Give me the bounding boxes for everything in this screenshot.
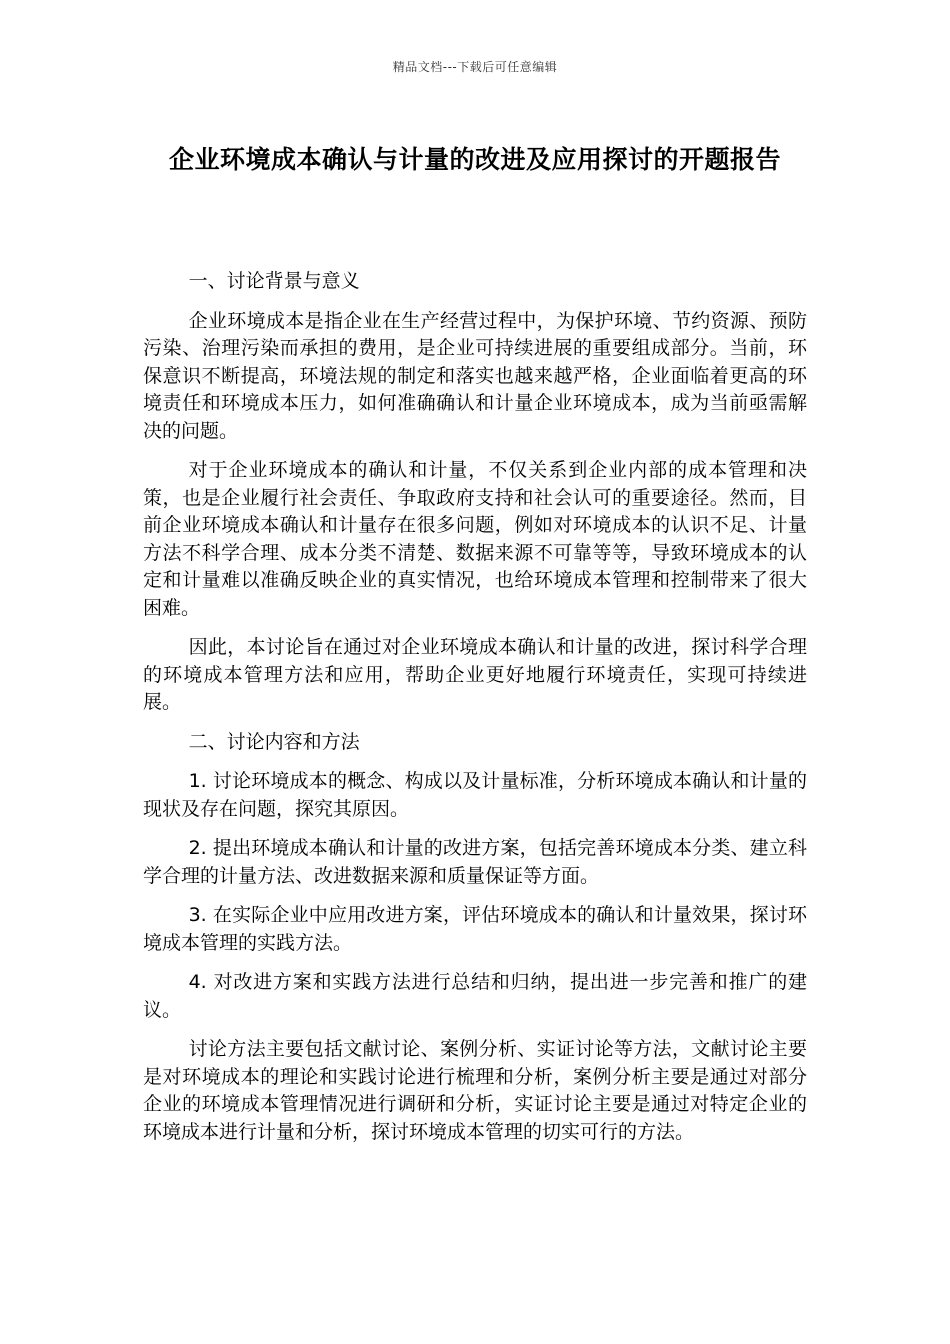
paragraph: 讨论方法主要包括文献讨论、案例分析、实证讨论等方法，文献讨论主要是对环境成本的理论和实践讨论进行梳理和分析，案例分析主要是通过对部分企业的环境成本管理情况进行调研和分析，实证讨论主要是通过对特定企业的环境成本进行计量和分析，探讨环境成本管理的切实可行的方法。 bbox=[143, 1038, 807, 1143]
section-heading-background: 一、讨论背景与意义 bbox=[188, 270, 360, 292]
document-title: 企业环境成本确认与计量的改进及应用探讨的开题报告 bbox=[168, 145, 781, 174]
paragraph: 企业环境成本是指企业在生产经营过程中，为保护环境、节约资源、预防污染、治理污染而承担的费用，是企业可持续进展的重要组成部分。当前，环保意识不断提高，环境法规的制定和落实也越来越严格，企业面临着更高的环境责任和环境成本压力，如何准确确认和计量企业环境成本，成为当前亟需解决的问题。 bbox=[143, 309, 807, 442]
list-item: 3. 在实际企业中应用改进方案，评估环境成本的确认和计量效果，探讨环境成本管理的实践方法。 bbox=[143, 904, 807, 954]
document-body bbox=[143, 268, 807, 1158]
list-item: 4. 对改进方案和实践方法进行总结和归纳，提出进一步完善和推广的建议。 bbox=[143, 971, 807, 1021]
header-note: 精品文档---下载后可任意编辑 bbox=[392, 60, 558, 74]
section-heading-content-methods: 二、讨论内容和方法 bbox=[188, 730, 360, 753]
paragraph: 对于企业环境成本的确认和计量，不仅关系到企业内部的成本管理和决策，也是企业履行社会责任、争取政府支持和社会认可的重要途径。然而，目前企业环境成本确认和计量存在很多问题，例如对环境成本的认识不足、计量方法不科学合理、成本分类不清楚、数据来源不可靠等等，导致环境成本的认定和计量难以准确反映企业的真实情况，也给环境成本管理和控制带来了很大困难。 bbox=[143, 459, 807, 619]
list-item: 2. 提出环境成本确认和计量的改进方案，包括完善环境成本分类、建立科学合理的计量方法、改进数据来源和质量保证等方面。 bbox=[143, 837, 807, 887]
list-item: 1. 讨论环境成本的概念、构成以及计量标准，分析环境成本确认和计量的现状及存在问题，探究其原因。 bbox=[143, 770, 807, 820]
paragraph: 因此，本讨论旨在通过对企业环境成本确认和计量的改进，探讨科学合理的环境成本管理方法和应用，帮助企业更好地履行环境责任，实现可持续进展。 bbox=[143, 636, 807, 713]
